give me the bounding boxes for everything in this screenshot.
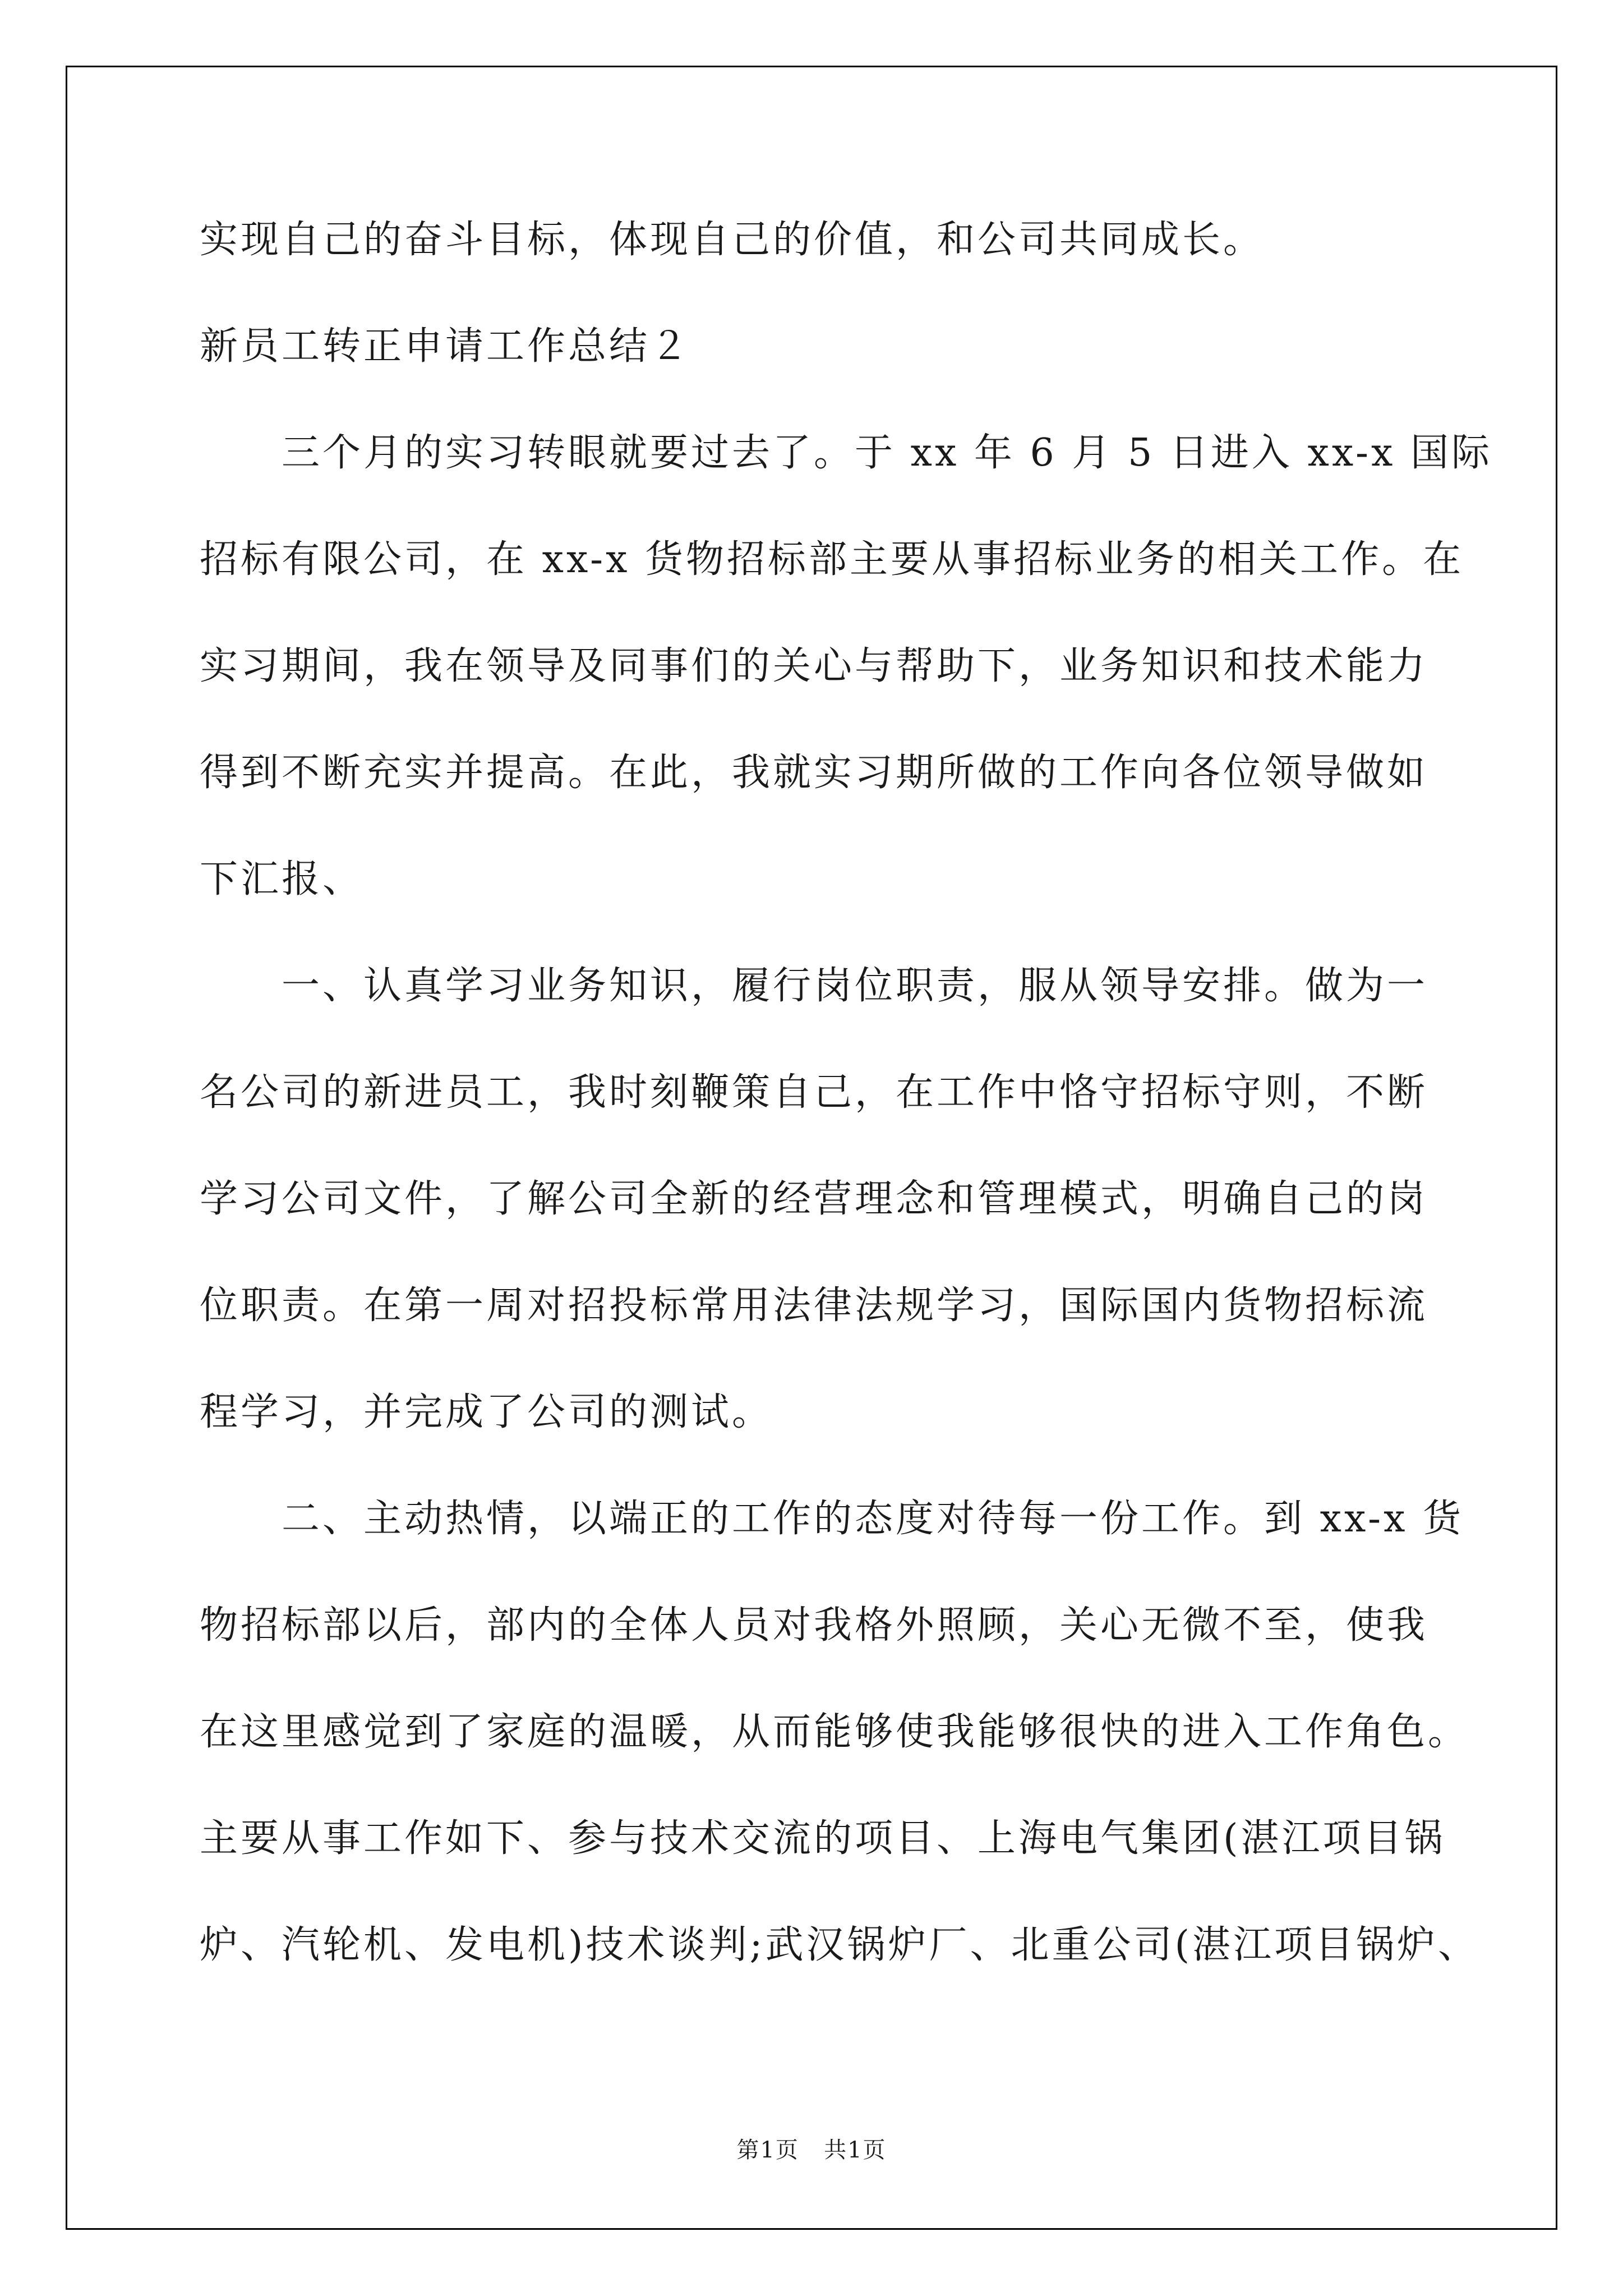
text-line: 名公司的新进员工，我时刻鞭策自己，在工作中恪守招标守则，不断 <box>200 1070 1428 1115</box>
text-line: 学习公司文件，了解公司全新的经营理念和管理模式，明确自己的岗 <box>200 1177 1428 1221</box>
page-border <box>66 66 1557 2230</box>
text-line: 主要从事工作如下、参与技术交流的项目、上海电气集团(湛江项目锅 <box>200 1816 1446 1861</box>
page-number: 第1页 <box>736 2137 799 2163</box>
page-total: 共1页 <box>824 2137 887 2163</box>
text-line: 程学习，并完成了公司的测试。 <box>200 1390 773 1434</box>
text-line: 三个月的实习转眼就要过去了。于 xx 年 6 月 5 日进入 xx-x 国际 <box>282 431 1492 475</box>
text-line: 在这里感觉到了家庭的温暖，从而能够使我能够很快的进入工作角色。 <box>200 1710 1469 1754</box>
text-line: 位职责。在第一周对招投标常用法律法规学习，国际国内货物招标流 <box>200 1283 1428 1328</box>
text-line: 二、主动热情，以端正的工作的态度对待每一份工作。到 xx-x 货 <box>282 1497 1464 1541</box>
text-line: 实现自己的奋斗目标，体现自己的价值，和公司共同成长。 <box>200 218 1265 262</box>
text-line: 物招标部以后，部内的全体人员对我格外照顾，关心无微不至，使我 <box>200 1603 1428 1648</box>
section-heading: 新员工转正申请工作总结２ <box>200 324 691 369</box>
text-line: 一、认真学习业务知识，履行岗位职责，服从领导安排。做为一 <box>282 964 1428 1008</box>
text-line: 下汇报、 <box>200 857 364 901</box>
page-footer <box>0 2136 1623 2164</box>
text-line: 炉、汽轮机、发电机)技术谈判;武汉锅炉厂、北重公司(湛江项目锅炉、 <box>200 1923 1479 1967</box>
text-line: 得到不断充实并提高。在此，我就实习期所做的工作向各位领导做如 <box>200 751 1428 795</box>
text-line: 实习期间，我在领导及同事们的关心与帮助下，业务知识和技术能力 <box>200 644 1428 688</box>
text-line: 招标有限公司，在 xx-x 货物招标部主要从事招标业务的相关工作。在 <box>200 537 1464 582</box>
